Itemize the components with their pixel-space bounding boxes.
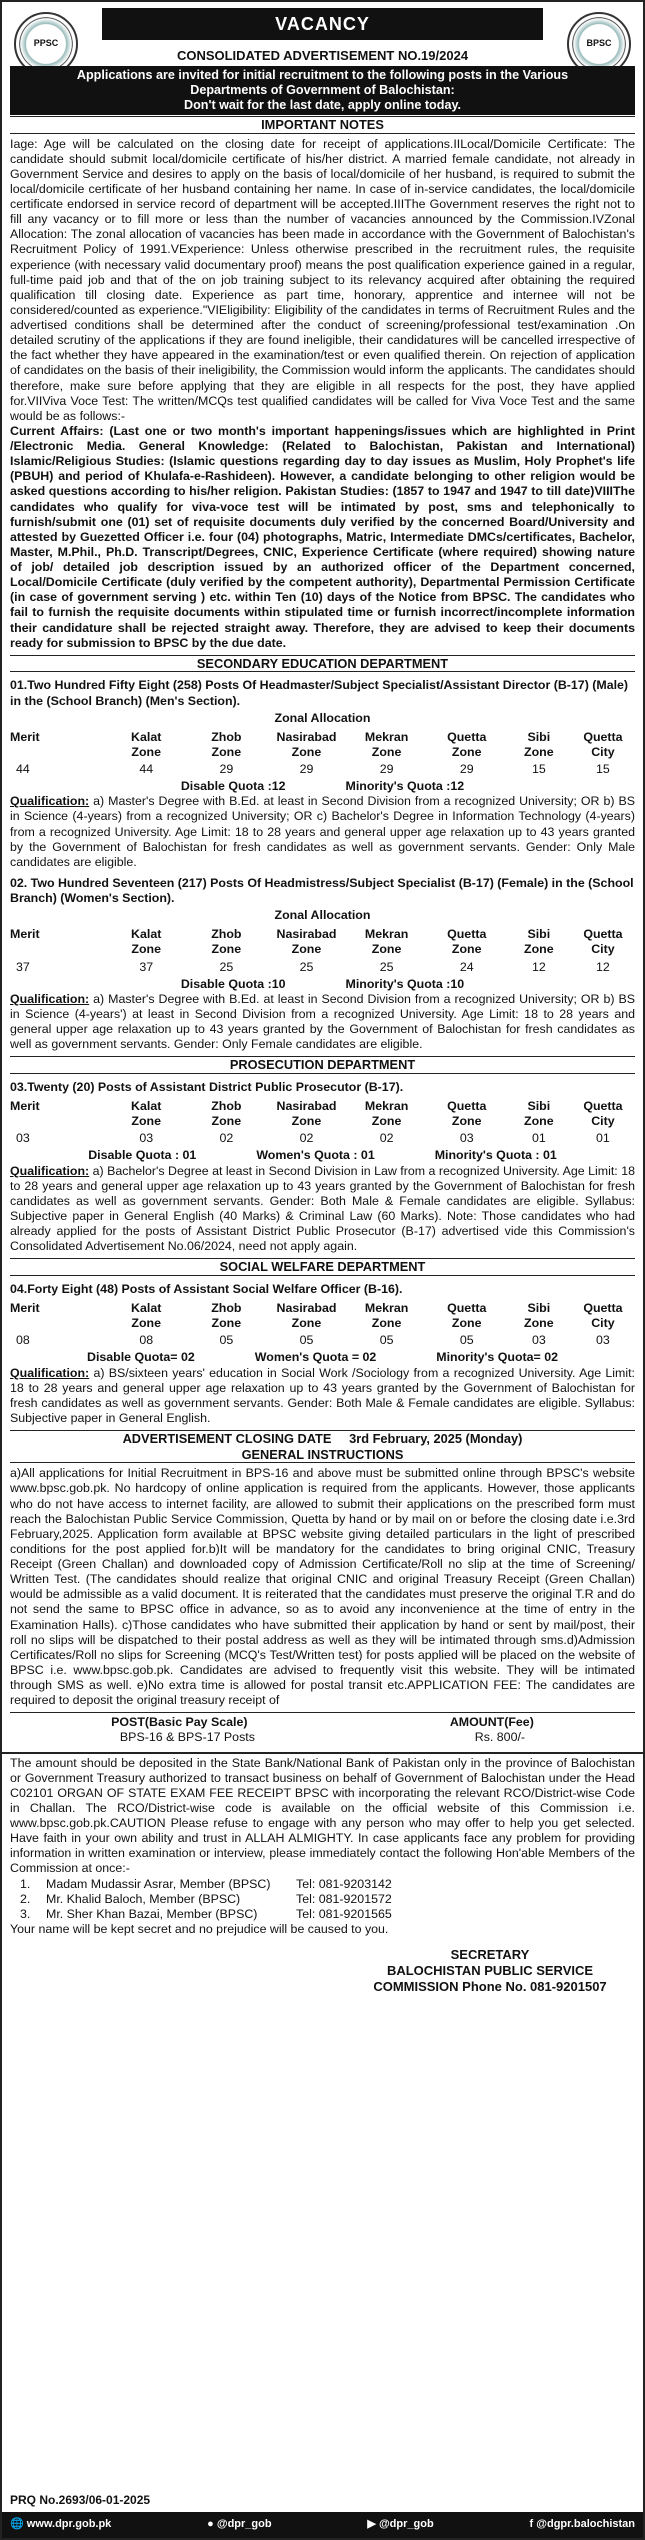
zone-value: 01 <box>596 1131 610 1146</box>
minority-quota: Minority's Quota= 02 <box>436 1350 558 1365</box>
footer-social-1[interactable] <box>207 2518 271 2531</box>
fee-col-post: POST(Basic Pay Scale) <box>111 1715 248 1730</box>
zone-label: Sibi Zone <box>524 729 554 759</box>
zone-label: Quetta City <box>583 1099 623 1129</box>
zone-value: 03 <box>596 1333 610 1348</box>
intro-line-3: Don't wait for the last date, apply online today. <box>183 98 462 112</box>
handle-text: @dpr_gob <box>216 2518 272 2531</box>
zone-value: 05 <box>299 1333 314 1348</box>
social-welfare-heading: SOCIAL WELFARE DEPARTMENT <box>10 1258 635 1276</box>
zone-label: Quetta Zone <box>447 927 487 957</box>
signature-line-2: BALOCHISTAN PUBLIC SERVICE <box>386 1963 594 1979</box>
member-name: Mr. Sher Khan Bazai, Member (BPSC) <box>46 1906 258 1921</box>
footer-website[interactable] <box>10 2518 111 2531</box>
post-4-quota <box>10 1350 635 1365</box>
signature-line-3: COMMISSION Phone No. 081-9201507 <box>373 1979 607 1995</box>
member-number: 3. <box>20 1906 31 1921</box>
member-row <box>20 1877 635 1892</box>
post-1-values <box>10 762 635 777</box>
member-row <box>20 1907 635 1922</box>
post-2-quota <box>10 977 635 992</box>
post-2-qualification <box>10 992 635 1053</box>
zone-value: 03 <box>16 1131 30 1146</box>
handle-text: @dgpr.balochistan <box>536 2518 635 2531</box>
post-3-quota <box>10 1148 635 1163</box>
zone-value: 44 <box>16 762 30 777</box>
zone-label: Nasirabad Zone <box>276 729 337 759</box>
general-instructions-text: a)All applications for Initial Recruitment in BPS-16 and above must be submitted online through BPSC's website www.bpsc.gob.pk. No hardcopy of online application is required from the applicants. However, those applicants who do not have access to internet facility, are allowed to submit their applications on the prescribed form must reach the Balochistan Public Service Commission, Quetta by hand or by mail on or before the closing date i.e.3rd February,2025. Application form available at BPSC website giving detailed particulars in the light of prescribed conditions for the post applied for.b)It will be mandatory for the candidates to bring original CNIC, Treasury Receipt (Green Challan) and downloaded copy of Admission Certificate/Roll no slip at the time of Screening/ Written Test. (The candidates should realize that original CNIC and original Treasury Receipt (Green Challan) would be admissible as a valid document. It is reiterated that the candidates must preserve the original T.R and do not send the same to BPSC office in advance, so as to avoid any inconvenience at the time of entry in the Examination Halls). c)Those candidates who have submitted their application by hand or sent by mail/post, their roll no slips will be dispatched to their postal address as well as they will be intimated through sms.d)Admission Certificates/Roll no slips for Screening (MCQ's Test/Written test) for posts applied will be placed on the website of BPSC i.e. www.bpsc.gob.pk. Candidates are advised to frequently visit this website. They will be intimated through SMS as well. e)No extra time is allowed for postal transit etc.APPLICATION FEE: The candidates are required to deposit the original treasury receipt of <box>10 1466 635 1708</box>
member-name: Mr. Khalid Baloch, Member (BPSC) <box>46 1891 241 1906</box>
zone-value: 08 <box>16 1333 30 1348</box>
zone-value: 01 <box>531 1131 546 1146</box>
minority-quota: Minority's Quota :10 <box>345 976 465 991</box>
zone-value: 15 <box>531 762 546 777</box>
zone-header-row <box>10 1099 635 1129</box>
zone-value: 37 <box>139 959 154 974</box>
member-name: Madam Mudassir Asrar, Member (BPSC) <box>46 1876 271 1891</box>
fee-table-header <box>10 1712 635 1730</box>
post-1-title: 01.Two Hundred Fifty Eight (258) Posts Of Headmaster/Subject Specialist/Assistant Director (B-17) (Male) in the (School Branch) (Men's Section). <box>10 678 629 708</box>
zone-label: Merit <box>10 927 40 942</box>
disable-quota: Disable Quota :12 <box>180 779 286 794</box>
logo-left-text: PPSC <box>33 38 59 48</box>
footer-social-3[interactable] <box>530 2518 635 2531</box>
post-1-qualification <box>10 794 635 870</box>
zone-header-row <box>10 730 635 760</box>
zone-value: 12 <box>596 959 610 974</box>
advertisement-number: CONSOLIDATED ADVERTISEMENT NO.19/2024 <box>176 48 469 63</box>
zone-value: 02 <box>299 1131 314 1146</box>
minority-quota: Minority's Quota : 01 <box>434 1148 557 1163</box>
disable-quota: Disable Quota :10 <box>180 976 286 991</box>
page-title: VACANCY <box>102 8 543 40</box>
zone-value: 12 <box>531 959 546 974</box>
zone-label: Merit <box>10 1099 40 1114</box>
post-4-title: 04.Forty Eight (48) Posts of Assistant Social Welfare Officer (B-16). <box>10 1281 403 1296</box>
zone-label: Kalat Zone <box>131 729 162 759</box>
prq-number: PRQ No.2693/06-01-2025 <box>10 2493 151 2508</box>
disable-quota: Disable Quota : 01 <box>88 1148 197 1163</box>
zone-value: 25 <box>299 959 314 974</box>
secrecy-note: Your name will be kept secret and no prejudice will be caused to you. <box>10 1921 389 1936</box>
zone-value: 05 <box>379 1333 394 1348</box>
member-phone: Tel: 081-9201572 <box>296 1891 392 1906</box>
zone-label: Zhob Zone <box>211 1099 242 1129</box>
closing-date <box>10 1430 635 1463</box>
website-text: www.dpr.gob.pk <box>26 2518 112 2531</box>
women-quota: Women's Quota = 02 <box>254 1350 377 1365</box>
disable-quota: Disable Quota= 02 <box>87 1350 195 1365</box>
zone-value: 05 <box>219 1333 234 1348</box>
zone-value: 03 <box>459 1131 474 1146</box>
minority-quota: Minority's Quota :12 <box>345 779 465 794</box>
logo-right-text: BPSC <box>586 38 612 48</box>
qualification-text: a) Master's Degree with B.Ed. at least in Second Division from a recognized University; OR b) BS in Science (4-years) from a recognized University; OR c) Bachelor's Degree in Information Technology (4-years) from a recognized University. Age Limit: 18 to 28 years and general upper age relaxation up to 43 years granted by the Government of Balochistan for fresh candidates as well as government servants. Gender: Only Male candidates are eligible. <box>10 794 635 869</box>
qualification-text: a) Master's Degree with B.Ed. at least in Second Division from a recognized University; OR b) BS in Science (4-years') at least in Second Division from a recognized University. Age Limit: 18 to 28 years and general upper age relaxation up to 43 years granted by the Government of Balochistan for fresh candidates as well as government servants. Gender: Only Female candidates are eligible. <box>10 991 635 1052</box>
footer-social-2[interactable] <box>367 2518 433 2531</box>
intro-banner <box>10 66 635 115</box>
fee-row-post: BPS-16 & BPS-17 Posts <box>119 1730 255 1745</box>
divider <box>2 1752 643 1754</box>
zonal-allocation-heading: Zonal Allocation <box>274 710 371 725</box>
zone-label: Quetta Zone <box>447 1301 487 1331</box>
zone-value: 08 <box>139 1333 154 1348</box>
zone-label: Quetta City <box>583 1301 623 1331</box>
zone-value: 29 <box>379 762 394 777</box>
zone-label: Kalat Zone <box>131 927 162 957</box>
post-3-qualification <box>10 1164 635 1255</box>
notes-paragraph-1: Iage: Age will be calculated on the closing date for receipt of applications.IILocal/Domicile Certificate: The candidate should submit local/domicile certificate of his/her district. A married female candidate, not already in Government Service and desires to apply on the basis of local/domicile of her husband, is required to submit the local/domicile certificate of her husband containing her name. In case of in-service candidates, the local/domicile certificate endorsed in service record of department will be accepted.IIIThe Government reserves the right not to fill any vacancy or to fill more or less than the number of vacancies announced by the Commission.IVZonal Allocation: The zonal allocation of vacancies has been made in accordance with the Government of Balochistan's Recruitment Policy of 1991.VExperience: Unless otherwise prescribed in the recruitment rules, the requisite experience (with necessary valid documentary proof) means the post qualification experience gained in a regular, full-time paid job and that of the on job training subject to its relevancy acquired after obtaining the required qualification till closing date. Experience as part time, honorary, apprentice and internee will not be considered/counted as experience."VIEligibility: Eligibility of the candidates in terms of Recruitment Rules and the advertised conditions shall be determined after the conduct of screening/professional test/examination .On detailed scrutiny of the applications if they are found ineligible, their candidatures will be cancelled irrespective of the fact whether they have appeared in the examination/test or even qualified therein. On rejection of application of candidates on the basis of their ineligibility, the Commission would inform the applicants. The candidates should therefore, make sure before applying that they are eligible in all respects for the post, they have applied for.VIIViva Voce Test: The written/MCQs test qualified candidates will be called for Viva Voce Test and the same would be as follows:- <box>10 136 635 423</box>
zone-label: Nasirabad Zone <box>276 927 337 957</box>
zonal-allocation-heading: Zonal Allocation <box>274 908 371 923</box>
zone-value: 25 <box>219 959 234 974</box>
zone-label: Mekran Zone <box>364 927 409 957</box>
signature-block <box>345 1947 635 1995</box>
zone-label: Mekran Zone <box>364 1301 409 1331</box>
qualification-text: a) Bachelor's Degree at least in Second Division in Law from a recognized University. Age Limit: 18 to 28 years and general upper age relaxation up to 43 years granted by the Government of Balochistan for fresh candidates as well as government servants. Gender: Both Male & Female candidates are eligible. Syllabus: Subjective paper in General English (40 Marks) & Criminal Law (60 Marks). Note: Those candidates who had already applied for the posts of Assistant District Public Prosecutor (B-17) advertised vide this Commission's Consolidated Advertisement No.06/2024, need not apply again. <box>10 1163 635 1254</box>
post-2-title: 02. Two Hundred Seventeen (217) Posts Of Headmistress/Subject Specialist (B-17) (Female) in the (School Branch) (Women's Section). <box>10 875 634 906</box>
fee-col-amount: AMOUNT(Fee) <box>449 1715 534 1730</box>
zone-label: Quetta City <box>583 729 623 759</box>
member-number: 2. <box>20 1891 31 1906</box>
member-phone: Tel: 081-9201565 <box>296 1906 392 1921</box>
zone-label: Nasirabad Zone <box>276 1301 337 1331</box>
notes-paragraph-2: Current Affairs: (Last one or two month's important happenings/issues which are highlighted in Print /Electronic Media. General Knowledge: (Related to Balochistan, Pakistan and International) Islamic/Religious Studies: (Islamic questions regarding day to day issues as Muslim, Holy Prophet's life (PBUH) and period of Khulafa-e-Rashideen). However, a candidate belonging to other religion would be asked questions according to his/her religion. Pakistan Studies: (1857 to 1947 and 1947 to till date)VIIIThe candidates who qualify for viva-voce test will be intimated by post, sms and telephonically to furnish/submit one (01) set of requisite documents duly verified by the concerned Board/University and attested by Guezetted Officer i.e. four (04) photographs, Matric, Intermediate DMCs/certificates, Bachelor, Master, M.Phil., Ph.D. Transcript/Degrees, CNIC, Experience Certificate (where required) showing nature of job/ detailed job description issued by an authorized officer of the Department concerned, Local/Domicile Certificate (duly verified by the competent authority), Departmental Permission Certificate (in case of government serving ) etc. within Ten (10) days of the Notice from BPSC. The candidates who fail to furnish the requisite documents within stipulated time or furnish incorrect/incomplete information their candidature shall be rejected straight away. Therefore, they are advised to keep their documents ready for submission to BPSC by the due date. <box>10 423 635 650</box>
zone-value: 02 <box>379 1131 394 1146</box>
zone-value: 24 <box>459 959 474 974</box>
zone-header-row <box>10 1301 635 1331</box>
zone-value: 03 <box>139 1131 154 1146</box>
member-phone: Tel: 081-9203142 <box>296 1876 392 1891</box>
footer-bar <box>2 2512 643 2538</box>
zone-label: Zhob Zone <box>211 927 242 957</box>
closing-date-label: ADVERTISEMENT CLOSING DATE <box>122 1431 332 1447</box>
zone-value: 29 <box>299 762 314 777</box>
zone-label: Sibi Zone <box>524 1099 554 1129</box>
facebook-icon: f <box>529 2518 534 2531</box>
qualification-label: Qualification: <box>10 991 90 1006</box>
zone-value: 29 <box>219 762 234 777</box>
zone-label: Nasirabad Zone <box>276 1099 337 1129</box>
header <box>10 6 635 112</box>
secondary-education-heading: SECONDARY EDUCATION DEPARTMENT <box>10 655 635 673</box>
zone-header-row <box>10 927 635 957</box>
closing-date-value: 3rd February, 2025 (Monday) <box>349 1431 523 1447</box>
zone-label: Kalat Zone <box>131 1301 162 1331</box>
zone-value: 02 <box>219 1131 234 1146</box>
post-3-title: 03.Twenty (20) Posts of Assistant District Public Prosecutor (B-17). <box>10 1079 404 1094</box>
zone-value: 44 <box>139 762 154 777</box>
zone-value: 37 <box>16 959 30 974</box>
zone-label: Quetta City <box>583 927 623 957</box>
zone-label: Sibi Zone <box>524 927 554 957</box>
zone-value: 03 <box>531 1333 546 1348</box>
zone-label: Quetta Zone <box>447 729 487 759</box>
post-3-values <box>10 1131 635 1146</box>
post-4-values <box>10 1333 635 1348</box>
qualification-label: Qualification: <box>10 1365 90 1380</box>
zone-value: 25 <box>379 959 394 974</box>
women-quota: Women's Quota : 01 <box>256 1148 375 1163</box>
member-number: 1. <box>20 1876 31 1891</box>
zone-label: Merit <box>10 1301 40 1316</box>
signature-line-1: SECRETARY <box>450 1947 530 1963</box>
zone-label: Mekran Zone <box>364 729 409 759</box>
fee-table-row <box>10 1730 635 1745</box>
zone-label: Zhob Zone <box>211 729 242 759</box>
intro-line-1: Applications are invited for initial recruitment to the following posts in the Various <box>76 68 569 82</box>
zone-label: Kalat Zone <box>131 1099 162 1129</box>
zone-label: Sibi Zone <box>524 1301 554 1331</box>
post-2-values <box>10 960 635 975</box>
globe-icon: 🌐 <box>10 2518 24 2531</box>
post-4-qualification <box>10 1366 635 1427</box>
fee-row-amount: Rs. 800/- <box>474 1730 526 1745</box>
fee-instructions: The amount should be deposited in the State Bank/National Bank of Pakistan only in the province of Balochistan or Government Treasury authorized to transact business on behalf of Government of Balochistan under the Head C02101 ORGAN OF STATE EXAM FEE RECEIPT BPSC with incorporating the relevant RCO/District-wise Code in Challan. The RCO/District-wise code is available on the official website of this Commission i.e. www.bpsc.gob.pk.CAUTION Please refuse to engage with any person who may offer to help you get selected. Have faith in your own ability and trust in ALLAH ALMIGHTY. In case applicants face any problem for providing information in written examination or interview, please immediately contact the following Hon'able Members of the Commission at once:- <box>10 1755 635 1876</box>
prosecution-heading: PROSECUTION DEPARTMENT <box>10 1056 635 1074</box>
zone-label: Mekran Zone <box>364 1099 409 1129</box>
qualification-label: Qualification: <box>10 1163 90 1178</box>
general-instructions-heading: GENERAL INSTRUCTIONS <box>241 1446 404 1462</box>
handle-text: @dpr_gob <box>378 2518 434 2531</box>
zone-label: Zhob Zone <box>211 1301 242 1331</box>
post-1-quota <box>10 779 635 794</box>
zone-value: 05 <box>459 1333 474 1348</box>
zone-value: 29 <box>459 762 474 777</box>
notes-heading: IMPORTANT NOTES <box>10 116 635 134</box>
qualification-label: Qualification: <box>10 794 90 809</box>
youtube-icon: ▶ <box>367 2518 376 2531</box>
zone-value: 15 <box>596 762 610 777</box>
twitter-icon: ● <box>207 2518 214 2531</box>
member-row <box>20 1892 635 1907</box>
members-list <box>10 1877 635 1922</box>
intro-line-2: Departments of Government of Balochistan: <box>190 83 455 97</box>
zone-label: Merit <box>10 729 40 744</box>
qualification-text: a) BS/sixteen years' education in Social Work /Sociology from a recognized University. Age Limit: 18 to 28 years and general upper age relaxation up to 43 years granted by the Government of Balochistan for fresh candidates as well as government servants. Gender: Both Male & Female candidates are eligible. Syllabus: Subjective paper in General English. <box>10 1365 635 1425</box>
zone-label: Quetta Zone <box>447 1099 487 1129</box>
